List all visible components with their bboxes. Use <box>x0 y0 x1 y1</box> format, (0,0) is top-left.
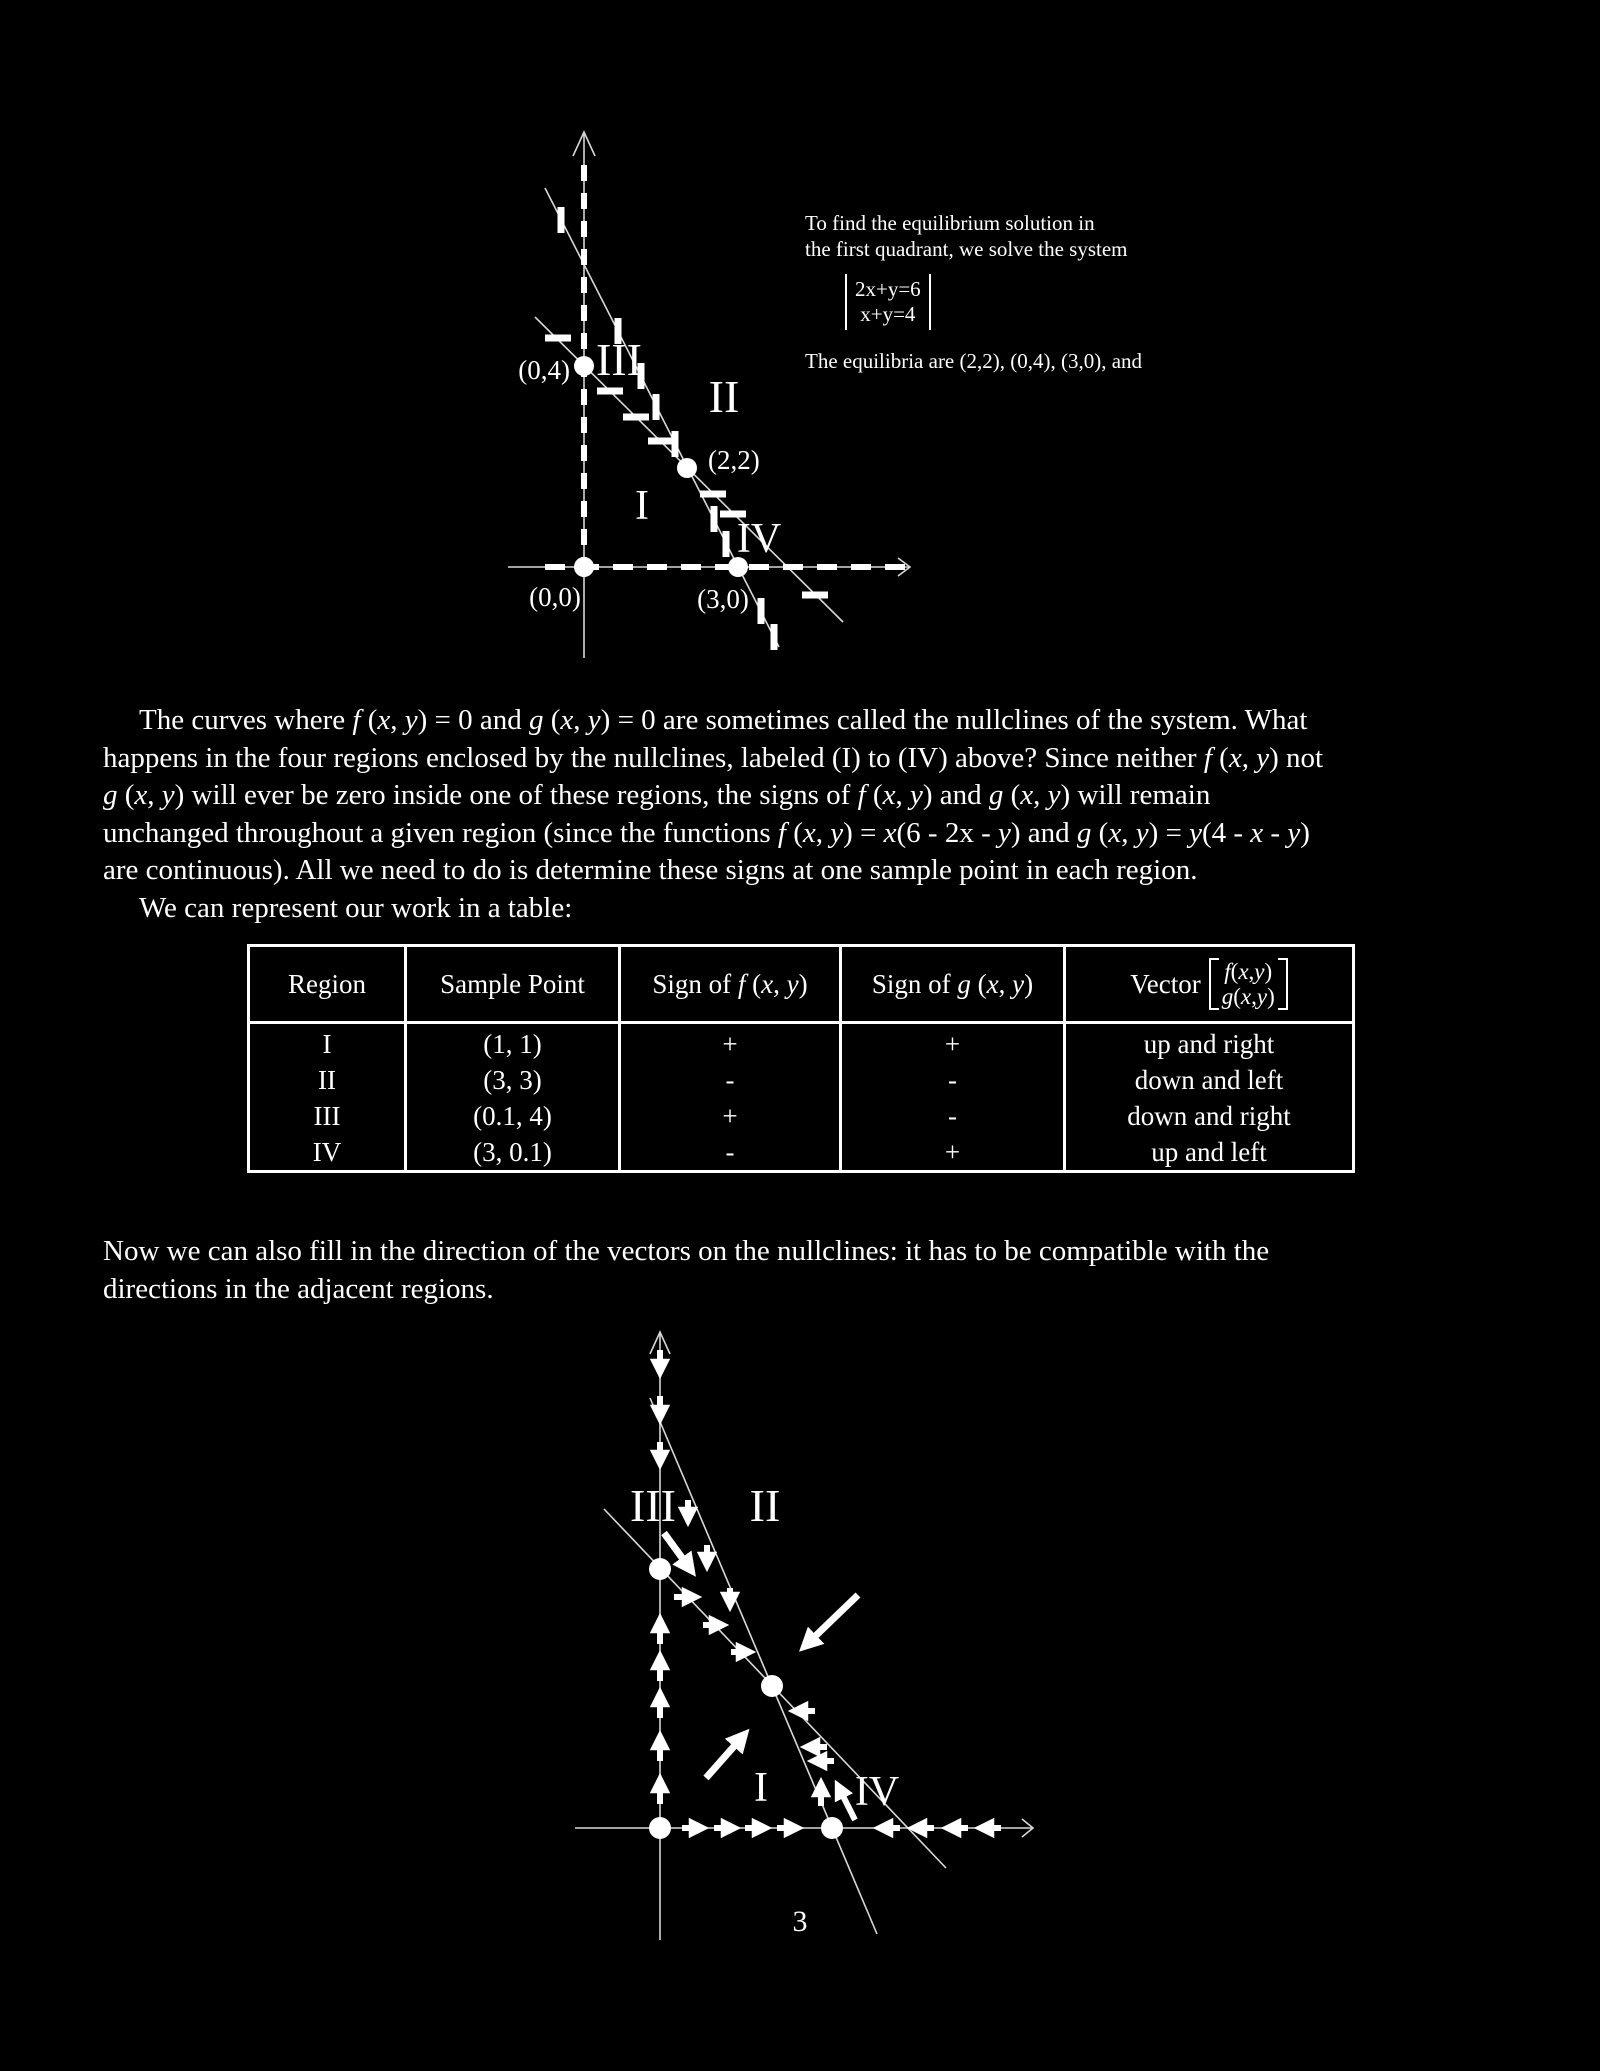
col-header-vector <box>1065 946 1354 1023</box>
cell-sign-g: - <box>841 1098 1065 1134</box>
region-label-IV: IV <box>736 516 782 562</box>
cell-sample-point: (3, 3) <box>406 1062 620 1098</box>
table-row <box>249 1134 1354 1172</box>
note-line: the first quadrant, we solve the system <box>805 237 1128 261</box>
cell-sign-f: + <box>620 1098 841 1134</box>
cell-vector-direction: down and right <box>1065 1098 1354 1134</box>
region-label-II: II <box>708 371 740 422</box>
paragraph-line: unchanged throughout a given region (since the functions f (x, y) = x(6 - 2x - y) and g (x, y) = y(4 - x - y) <box>103 816 1310 849</box>
cell-region: I <box>249 1023 406 1063</box>
matrix-entry-f: f(x,y) <box>1224 959 1273 984</box>
cell-region: II <box>249 1062 406 1098</box>
cell-vector-direction: down and left <box>1065 1062 1354 1098</box>
cell-sign-g: - <box>841 1062 1065 1098</box>
table-row <box>249 1098 1354 1134</box>
equilibrium-note <box>805 210 1142 374</box>
matrix-entry-g: g(x,y) <box>1221 984 1275 1009</box>
paragraph-line: happens in the four regions enclosed by the nullclines, labeled (I) to (IV) above? Since neither f (x, y) not <box>103 741 1324 774</box>
paragraph-directions <box>103 1233 1518 1308</box>
equilibrium-dot-0-0 <box>649 1817 671 1839</box>
paragraph-line: Now we can also fill in the direction of the vectors on the nullclines: it has to be compatible with the <box>103 1235 1270 1267</box>
col-header-region: Region <box>249 946 406 1023</box>
equilibrium-dot-0-4 <box>649 1558 671 1580</box>
sign-table <box>247 944 1355 1173</box>
steep-nullcline-down-arrows <box>688 1500 730 1605</box>
cell-sign-f: + <box>620 1023 841 1063</box>
equilibria-result: The equilibria are (2,2), (0,4), (3,0), and <box>805 349 1143 373</box>
table-row <box>249 1062 1354 1098</box>
paragraph-line: The curves where f (x, y) = 0 and g (x, y) = 0 are sometimes called the nullclines of the system. What <box>139 704 1308 736</box>
equilibrium-dot-3-0 <box>821 1817 843 1839</box>
point-label-2-2: (2,2) <box>708 445 760 475</box>
cell-sample-point: (0.1, 4) <box>406 1098 620 1134</box>
cell-sign-f: - <box>620 1134 841 1172</box>
equilibrium-dot-0-4 <box>574 356 594 376</box>
paragraph-line: g (x, y) will ever be zero inside one of these regions, the signs of f (x, y) and g (x, y) will remain <box>103 779 1211 811</box>
paragraph-line: directions in the adjacent regions. <box>103 1272 494 1305</box>
cell-vector-direction: up and right <box>1065 1023 1354 1063</box>
figure-bottom-vector-field <box>560 1320 1080 1950</box>
cell-sign-f: - <box>620 1062 841 1098</box>
region-I-vector-arrow <box>706 1735 744 1778</box>
paragraph-line: are continuous). All we need to do is determine these signs at one sample point in each region. <box>103 854 1198 886</box>
cell-sign-g: + <box>841 1134 1065 1172</box>
region-label-I: I <box>635 483 649 529</box>
vector-matrix <box>1209 958 1288 1010</box>
nullcline-arrows-near-3-0 <box>795 1711 855 1820</box>
note-line: To find the equilibrium solution in <box>805 211 1095 235</box>
paragraph-nullclines <box>103 702 1518 927</box>
vector-label: Vector <box>1130 968 1201 999</box>
figure-top-nullclines <box>420 115 1120 675</box>
nullcline-2x-plus-y-6 <box>545 188 782 647</box>
table-row <box>249 1023 1354 1063</box>
col-header-sample-point: Sample Point <box>406 946 620 1023</box>
region-label-III: III <box>630 1480 676 1531</box>
equation: x+y=4 <box>860 302 916 326</box>
paragraph-line: We can represent our work in a table: <box>139 891 573 924</box>
point-label-3-0: (3,0) <box>697 584 749 614</box>
nullcline-2x-plus-y-6 <box>650 1398 877 1934</box>
region-II-vector-arrow <box>805 1595 858 1646</box>
cell-sample-point: (1, 1) <box>406 1023 620 1063</box>
region-label-IV: IV <box>854 1769 900 1815</box>
cell-vector-direction: up and left <box>1065 1134 1354 1172</box>
page-number: 3 <box>792 1905 808 1938</box>
equation-system <box>845 274 931 330</box>
equilibrium-dot-0-0 <box>574 557 594 577</box>
cell-sample-point: (3, 0.1) <box>406 1134 620 1172</box>
equation: 2x+y=6 <box>855 277 921 301</box>
cell-sign-g: + <box>841 1023 1065 1063</box>
col-header-sign-g: Sign of g (x, y) <box>841 946 1065 1023</box>
table-header-row <box>249 946 1354 1023</box>
col-header-sign-f: Sign of f (x, y) <box>620 946 841 1023</box>
equilibrium-dot-2-2 <box>761 1675 783 1697</box>
point-label-0-0: (0,0) <box>529 582 581 612</box>
region-label-III: III <box>596 334 642 385</box>
cell-region: IV <box>249 1134 406 1172</box>
right-bracket-icon <box>1278 958 1288 1010</box>
cell-region: III <box>249 1098 406 1134</box>
point-label-0-4: (0,4) <box>518 355 570 385</box>
equilibrium-dot-2-2 <box>677 458 697 478</box>
left-bracket-icon <box>1209 958 1219 1010</box>
region-label-I: I <box>754 1765 768 1811</box>
region-label-II: II <box>749 1480 781 1531</box>
